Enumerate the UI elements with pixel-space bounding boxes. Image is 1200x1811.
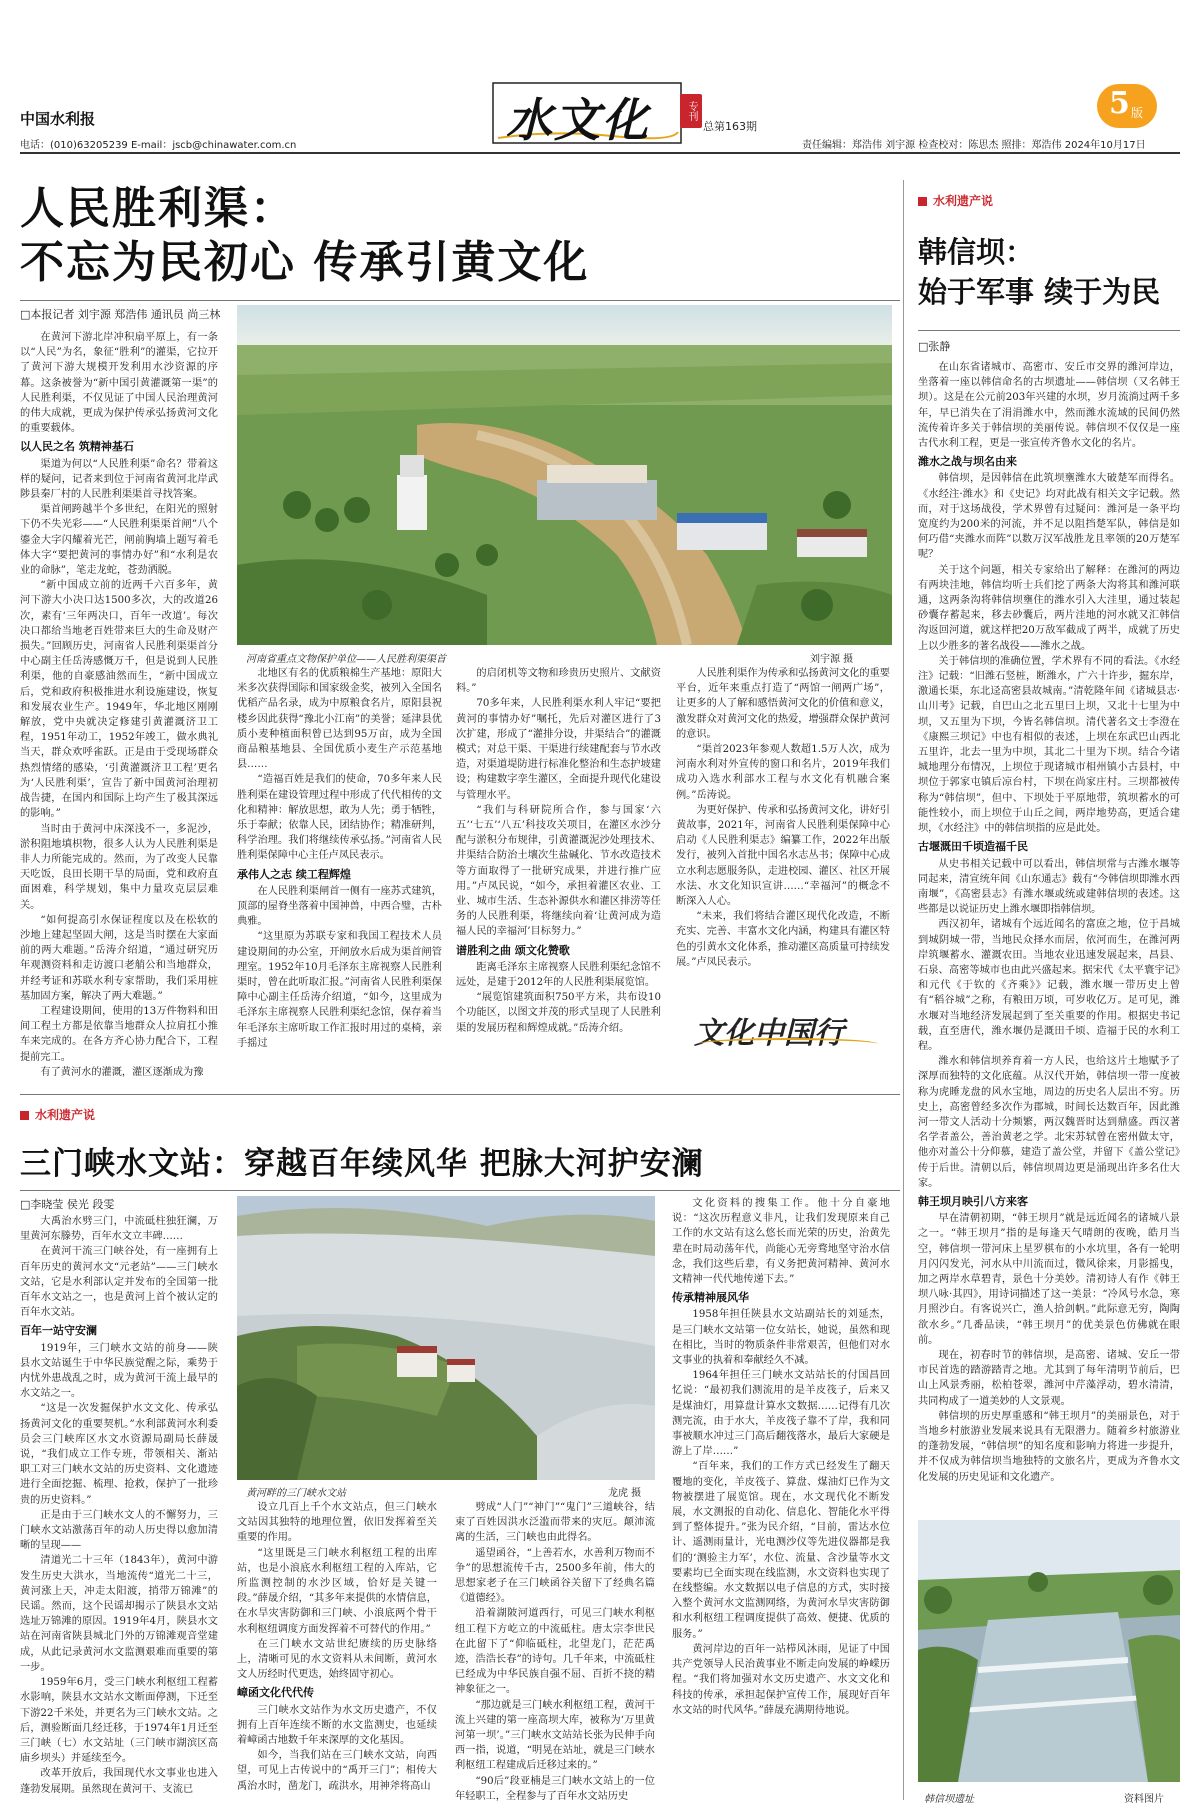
article2-paragraph: “这里既是三门峡水利枢纽工程的出库站，也是小浪底水利枢纽工程的入库站，它所监测控制的水沙区域，恰好是关键一段。”薛晟介绍，“其多年来提供的水情信息，在水旱灾害防御和三门峡、小浪底两个骨干水利枢纽调度方面发挥着不可替代的作用。” [237, 1547, 437, 1635]
special-issue-seal: 专刊 [680, 94, 702, 128]
article3-photo-credit: 资料图片 [1124, 1794, 1164, 1805]
article1-photo-caption: 河南省重点文物保护单位——人民胜利渠渠首 [246, 654, 446, 665]
article2-paragraph: 沿着湖陂河道西行，可见三门峡水利枢纽工程下方屹立的中流砥柱。唐太宗李世民在此留下了“仰临砥柱，北望龙门，茫茫禹迹，浩浩长春”的诗句。几千年来，中流砥柱已经成为中华民族自强不屈、百折不挠的精神象征之一。 [455, 1608, 655, 1696]
article1-byline: □本报记者 刘宇源 郑浩伟 通讯员 尚三林 [20, 308, 221, 321]
article1-paragraph: 渠首闸跨越半个多世纪，在阳光的照射下仍不失光彩——“人民胜利渠渠首闸”八个鎏金大字闪耀着光芒，闸前胸墙上题写着毛体大字“要把黄河的事情办好”和“水利是农业的命脉”，笔走龙蛇，苍劲洒脱。 [20, 504, 218, 577]
editor-credits: 责任编辑：郑浩伟 刘宇源 检查校对：陈思杰 照排：郑浩伟 2024年10月17日 [802, 140, 1146, 151]
article3-title-line1: 韩信坝： [918, 235, 1035, 269]
article3-rule [918, 330, 1180, 331]
article1-rule [20, 300, 900, 301]
paper-name: 中国水利报 [20, 110, 96, 128]
article2-photo-credit: 龙虎 摄 [608, 1488, 642, 1499]
culture-mark-text: 文化中国行 [694, 1016, 844, 1051]
article2-paragraph: 黄河岸边的百年一站栉风沐雨，见证了中国共产党领导人民治黄事业不断走向发展的峥嵘历程。“我们将加强对水文历史遗产、水文文化和科技的传承，承担起保护宣传工作，展现好百年水文站的时代风华。”薛晟充满期待地说。 [672, 1643, 890, 1716]
article1-column-2 [237, 666, 442, 1112]
article1-paragraph: 有了黄河水的灌溉，灌区逐渐成为豫 [40, 1066, 204, 1078]
article2-paragraph: 清道光二十三年（1843年），黄河中游发生历史大洪水，当地流传“道光二十三，黄河涨上天，冲走太阳渡，捎带万锦滩”的民谣。然而，这个民谣却揭示了陕县水文站选址万锦滩的原因。1919年4月，陕县水文站在河南省陕县城北门外的万锦滩观音堂建成，从此记录黄河水文监测艰难而重要的第一步。 [20, 1555, 218, 1673]
article2-paragraph: 1958年担任陕县水文站副站长的刘延杰，是三门峡水文站第一位女站长，她说，虽然和现在相比，当时的物质条件非常艰苦，但他们对水文事业的执着和奉献经久不减。 [672, 1309, 890, 1367]
culture-mark-swoosh [698, 1038, 878, 1050]
article3-paragraph: 韩信坝的历史厚重感和“韩王坝月”的美丽景色，对于当地乡村旅游业发展来说具有无限潜力。随着乡村旅游业的蓬勃发展，“韩信坝”的知名度和影响力将进一步提升，并不仅成为韩信坝当地独特的文旅名片，更成为齐鲁水文化发展的历史见证和文化遗产。 [918, 1410, 1180, 1483]
page-unit: 版 [1131, 106, 1144, 120]
article2-top-rule [20, 1094, 900, 1095]
article2-paragraph: 劈成“人门”“神门”“鬼门”三道峡谷，结束了百姓因洪水泛滥而带来的灾厄。颠沛流离的生活，三门峡也由此得名。 [455, 1502, 655, 1544]
article1-paragraph: “造福百姓是我们的使命，70多年来人民胜利渠在建设管理过程中形成了代代相传的文化和精神：解放思想，敢为人先；勇于牺牲，乐于奉献；依靠人民，团结协作；精准研判，科学治理。我们将继续传承弘扬。”河南省人民胜利渠保障中心主任卢凤民表示。 [237, 774, 442, 862]
article3-subheading: 古堰溉田千顷造福千民 [918, 840, 1028, 854]
article2-paragraph: 如今，当我们站在三门峡水文站，向西望，可见上古传说中的“禹开三门”；相传大禹治水时，凿龙门，疏洪水，用神斧将高山 [237, 1750, 437, 1792]
article1-title-line1: 人民胜利渠： [20, 183, 296, 234]
article3-byline: □张静 [918, 340, 951, 353]
article3-section-tag [918, 192, 993, 209]
article1-subheading: 谱胜利之曲 颂文化赞歌 [456, 943, 570, 957]
article3-subheading: 潍水之战与坝名由来 [918, 455, 1017, 469]
article1-paragraph: “展览馆建筑面积750平方米，共布设10个功能区，以图文并茂的形式呈现了人民胜利渠的发展历程和辉煌成就。”岳涛介绍。 [456, 992, 661, 1034]
article3-paragraph: 在山东省诸城市、高密市、安丘市交界的潍河岸边，坐落着一座以韩信命名的古坝遗址——韩信坝（又名韩王坝）。这是在公元前203年兴建的水坝，岁月流淌过两千多年，早已消失在了涓涓潍水中，然而潍水流域的民间仍然流传着许多关于韩信坝的美丽传说。韩信坝不仅仅是一座古代水利工程，更是一张宣传齐鲁水文化的名片。 [918, 362, 1180, 450]
article1-paragraph: 人民胜利渠作为传承和弘扬黄河文化的重要平台，近年来重点打造了“两馆一闸两广场”，让更多的人了解和感悟黄河文化的价值和意义，激发群众对黄河文化的热爱，增强群众保护黄河的意识。 [676, 668, 890, 740]
article1-paragraph: 在黄河下游北岸冲积扇平原上，有一条以“人民”为名，象征“胜利”的灌渠，它拉开了黄河下游大规模开发利用水沙资源的序幕。这条被誉为“新中国引黄灌溉第一渠”的人民胜利渠，不仅见证了中国人民治理黄河的伟大成就，更成为保护传承弘扬黄河文化的重要载体。 [20, 332, 218, 435]
article2-paragraph: 1964年担任三门峡水文站站长的付国昌回忆说：“最初我们测流用的是羊皮筏子，后来又是煤油灯，用算盘计算水文数据……记得有几次测完流，由于水大，羊皮筏子靠不了岸，我和同事被顺水冲过三门高后翻筏落水，最后大家硬是游上了岸……” [672, 1370, 890, 1458]
article2-paragraph: 1919年，三门峡水文站的前身——陕县水文站诞生于中华民族觉醒之际，乘势于内忧外患战乱之时，成为黄河干流上最早的水文站之一。 [20, 1342, 218, 1400]
article1-paragraph: 为更好保护、传承和弘扬黄河文化，讲好引黄故事，2021年，河南省人民胜利渠保障中心启动《人民胜利渠志》编纂工作，2022年出版发行，被列入首批中国名水志丛书；保障中心成立水利志愿服务队，走进校园、灌区、社区开展水法、水文化知识宣讲……“幸福河”的概念不断深入人心。 [676, 804, 890, 908]
article1-paragraph: 北地区有名的优质粮棉生产基地：原阳大米多次获得国际和国家级金奖，被列入全国名优稻产品名录，成为中原粮食名片，原阳县祝楼乡因此获得“豫北小江南”的美誉；延津县优质小麦种植面积曾已达到95万亩，成为全国商品粮基地县、全国优质小麦生产示范基地县…… [237, 668, 442, 771]
article2-paragraph: 文化资料的搜集工作。他十分自豪地说：“这次历程意义非凡，让我们发现原来自己工作的水文站有这么悠长而光荣的历史，治黄先辈在时局动荡年代，尚能心无旁骛地坚守治水信念，我们这些后辈，有义务把黄河精神、黄河水文精神一代代地传递下去。” [672, 1198, 890, 1286]
article2-photo-caption: 黄河畔的三门峡水文站 [246, 1488, 346, 1499]
article2-paragraph: “90后”段亚楠是三门峡水文站上的一位年轻职工，全程参与了百年水文站历史 [455, 1775, 655, 1802]
article3-photo-caption: 韩信坝遗址 [924, 1794, 974, 1805]
article2-paragraph: “百年来，我们的工作方式已经发生了翻天覆地的变化，羊皮筏子、算盘、煤油灯已作为文物被摆进了展览馆。现在，水文现代化不断发展，水文测报的自动化、信息化、智能化水平得到了整体提升。”张为民介绍，“目前，雷达水位计、遥测雨量计，光电测沙仪等先进仪器都是我们的‘测验主力军’，水位、流量、含沙量等水文要素均已全面实现在线监测，水文资料也实现了在线整编。水文数据以电子信息的方式，实时接入整个黄河水文监测网络，为黄河水旱灾害防御和水利枢纽工程调度提供了高效、便捷、优质的服务。” [672, 1461, 890, 1640]
article3-paragraph: 关于这个问题，相关专家给出了解释：在潍河的两边有两块洼地，韩信均听士兵们挖了两条大沟将其和潍河联通，这两条沟将韩信坝壅住的潍水引入大洼里，通过装起砂囊存蓄起来，移去砂囊后，两片洼地的河水就又汇韩信沟返回河道，就这样把20万敌军截成了两半，成就了历史上以少胜多的著名战役——潍水之战。 [918, 564, 1180, 652]
article3-title-line2: 始于军事 续于为民 [918, 275, 1161, 309]
article2-subheading: 嶂函文化代代传 [237, 1686, 314, 1700]
article2-section-label: 水利遗产说 [35, 1108, 96, 1122]
section-dot-icon [20, 1111, 29, 1120]
article2-paragraph: 大禹治水劈三门，中流砥柱独狂澜，万里黄河东滕势，百年水文立丰碑…… [20, 1216, 218, 1243]
article1-column-1 [20, 330, 218, 1112]
article3-column [918, 360, 1180, 1512]
article1-paragraph: 在人民胜利渠闸首一侧有一座苏式建筑，顶部的屋脊坐落着中国神兽，中西合璧，古朴典雅。 [237, 885, 442, 928]
article1-paragraph: “我们与科研院所合作，参与国家‘六五’‘七五’‘八五’科技攻关项目，在灌区水沙分配与淤积分布规律，引黄灌溉泥沙处理技术、井渠结合防治土壤次生盐碱化、节水改造技术等方面取得了一批研究成果，并进行推广应用。”卢凤民说，“如今，承担着灌区农业、工业、城市生活、生态补源供水和灌区排涝等任务的人民胜利渠，将继续向着‘让黄河成为造福人民的幸福河’目标努力。” [456, 804, 661, 938]
article1-column-4 [676, 666, 890, 996]
article2-column-4 [672, 1196, 890, 1804]
article1-paragraph: “渠首2023年参观人数超1.5万人次，成为河南水利对外宣传的窗口和名片，2019年我们成功入选水利部水工程与水文化有机融合案例。”岳涛说。 [676, 744, 890, 801]
article3-section-label: 水利遗产说 [933, 194, 994, 208]
article1-photo [237, 305, 892, 645]
article1-paragraph: 距离毛泽东主席视察人民胜利渠纪念馆不远处，是建于2012年的人民胜利渠展览馆。 [456, 961, 661, 989]
contact-info: 电话：(010)63205239 E-mail：jscb@chinawater.com.cn [20, 140, 297, 151]
article1-subheading: 以人民之名 筑精神基石 [20, 440, 134, 454]
article2-paragraph: 改革开放后，我国现代水文事业也进入蓬勃发展期。虽然现在黄河干、支流已 [20, 1768, 218, 1795]
hydrological-station-illustration [237, 1196, 655, 1480]
article1-paragraph: “未来，我们将结合灌区现代化改造，不断充实、完善、丰富水文化内涵，构建具有灌区特色的引黄水文化体系，推动灌区高质量可持续发展。”卢凤民表示。 [676, 911, 890, 968]
article1-column-3 [456, 666, 661, 1112]
article2-paragraph: 三门峡水文站作为水文历史遗产，不仅拥有上百年连续不断的水文监测史，也延续着嶂函古地数千年来深厚的文化基因。 [237, 1704, 437, 1747]
article3-paragraph: 早在清朝初期，“韩王坝月”就是远近闻名的诸城八景之一。“韩王坝月”指的是每逢天气晴朗的夜晚，皓月当空，韩信坝一带河床上星罗棋布的小水坑里，各有一轮明月闪闪发光，河水从中川流而过，微风徐来，月影摇曳，加之两岸水草碧青，景色十分美妙。清初诗人有作《韩王坝八咏·其四》，用诗词描述了这一美景：“冷风号水急，寒月照沙白。有客说兴亡，渔人拾剑帆。”此际意无穷，陶陶欲水乡。”几番品读，“韩王坝月”的优美景色仿佛就在眼前。 [918, 1213, 1180, 1346]
article2-subheading: 百年一站守安澜 [20, 1324, 97, 1338]
column-divider [903, 180, 904, 1800]
article2-column-2 [237, 1500, 437, 1804]
article1-paragraph: 当时由于黄河中床深浅不一，多泥沙，淤积阻地填枳物，很多人认为人民胜利渠是非人力所能完成的。然而，为了改变人民靠天吃饭，良田长期干旱的局面，党和政府直面困难，科学规划，集中力量攻克层层难关。 [20, 823, 218, 911]
article2-byline: □李晓莹 侯光 段雯 [20, 1198, 115, 1211]
article1-paragraph: “新中国成立前的近两千六百多年，黄河下游大小决口达1500多次，大的改道26次，素有‘三年两决口，百年一改道’。每次决口都给当地老百姓带来巨大的生命及财产损失。”回顾历史，河南省人民胜利渠渠首分中心副主任岳涛感慨万千，但是说到人民胜利渠，他的自豪感油然而生，“新中国成立后，党和政府积极推进水利设施建设，恢复和发展农业生产。1949年，华北地区刚刚解放，党中央就决定修建引黄灌溉济卫工程，1951年动工，1952年竣工，做水典礼当天，群众欢呼雀跃。正是由于受现场群众热烈情绪的感染，‘引黄灌溉济卫工程’更名为‘人民胜利渠’，宣告了新中国黄河治理初战告捷，在国内和国际上均产生了极其深远的影响。” [20, 580, 218, 820]
article1-paragraph: 70多年来，人民胜利渠水利人牢记“要把黄河的事情办好”嘱托，先后对灌区进行了3次扩建，形成了“灌排分设，井渠结合”的灌溉模式；对总干渠、干渠进行续建配套与节水改造，对渠道堤防进行标准化整治和生态护坡建设；构建数字孪生灌区，全面提升现代化建设与管理水平。 [456, 698, 661, 801]
article2-column-3 [455, 1500, 655, 1804]
page-number: 5 [1109, 86, 1130, 121]
article2-paragraph: 设立几百上千个水文站点，但三门峡水文站因其独特的地理位置，依旧发挥着至关重要的作用。 [237, 1502, 437, 1544]
article3-headline [918, 232, 1160, 312]
article2-subheading: 传承精神展风华 [672, 1291, 749, 1305]
article1-headline [20, 182, 589, 290]
article3-paragraph: 潍水和韩信坝养育着一方人民，也给这片土地赋予了深厚而独特的文化底蕴。从汉代开始，韩信坝一带一度被称为虎睡龙盘的风水宝地，周边的历史名人层出不穷。历史上，高密曾经多次作为郡城，时间长达数百年，因此潍河一带文人活动十分频繁，两汉魏晋时达到鼎盛。西汉著名学者盖公，善治黄老之学。北宋苏轼曾在密州做太守，他亦对盖公十分仰慕，建造了盖公堂，并留下《盖公堂记》传于后世。清朝以后，韩信坝周边更是涌现出许多名仕大家。 [918, 1056, 1180, 1189]
article2-paragraph: “这是一次发掘保护水文文化、传承弘扬黄河文化的重要契机。”水利部黄河水利委员会三门峡库区水文水资源局副局长薛晟说，“我们成立工作专班，带领相关、渐站职工对三门峡水文站的历史资料、文化遗迹进行全面挖掘、梳理、抢救，保护了一批珍贵的历史资料。” [20, 1403, 218, 1506]
article3-paragraph: 从史书相关记载中可以看出，韩信坝常与古潍水堰等同起来，清宣统年间《山东通志》载有“今韩信坝即潍水西南堰”，《高密县志》有潍水堰或统或建韩信坝的表述。这些都是以说证历史上潍水堰即指韩信坝。 [918, 858, 1180, 916]
article3-paragraph: 西汉初年，诸城有个远近闻名的富庶之地，位于昌城到城阴城一带，当地民众择水而居，依河而生，在潍河两岸筑堰蓄水、灌溉农田。当地农业迅速发展起来，昌县、石泉、高密等城市也由此兴盛起来。据宋代《太平寰宇记》和元代《于钦的《齐乘》》记载，潍水堰一带历史上曾有“稻谷城”之称，有粮田万顷，可岁收亿万。足可见，潍水堰对当地经济发展起到了至关重要的作用。根据史书记载，直至唐代，潍水堰仍是溉田千顷、造福于民的水利工程。 [918, 919, 1180, 1052]
article1-photo-credit: 刘宇源 摄 [810, 654, 854, 665]
article2-paragraph: 在三门峡水文站世纪赓续的历史脉络上，清晰可见的水文资料从未间断，黄河水文人历经时代更迭，始终固守初心。 [237, 1638, 437, 1681]
article3-paragraph: 韩信坝，是因韩信在此筑坝壅潍水大破楚军而得名。《水经注·潍水》和《史记》均对此战有相关文字记载。然而，对于这场战役，学术界曾有过疑问：潍河是一条平均宽度约为200米的河流，并不足以阻挡楚军队，韩信是如何巧借“夹潍水而阵”以数万汉军战胜龙且率领的20万楚军呢？ [918, 473, 1180, 561]
article1-subheading: 承伟人之志 续工程辉煌 [237, 867, 351, 881]
article2-title-rule [20, 1190, 900, 1191]
article2-paragraph: 正是由于三门峡水文人的不懈努力，三门峡水文站激荡百年的动人历史得以愈加清晰的呈现—— [20, 1509, 218, 1552]
article2-photo [237, 1196, 655, 1480]
article1-paragraph: 渠道为何以“人民胜利渠”命名？带着这样的疑问，记者来到位于河南省黄河北岸武陟县秦厂村的人民胜利渠渠首寻找答案。 [20, 458, 218, 501]
article2-paragraph: 遥望函谷，“上善若水，水善利万物而不争”的思想流传千古，2500多年前，伟大的思想家老子在三门峡函谷关留下了经典名篇《道德经》。 [455, 1547, 655, 1605]
canal-headworks-illustration [237, 305, 892, 645]
article2-paragraph: 在黄河干流三门峡谷处，有一座拥有上百年历史的黄河水文“元老站”——三门峡水文站，它是水利部认定并发布的全国第一批百年水文站之一，也是黄河上首个被认定的百年水文站。 [20, 1246, 218, 1319]
page-number-badge [1097, 84, 1157, 128]
masthead-rule [20, 152, 1180, 154]
article2-paragraph: 1959年6月，受三门峡水利枢纽工程蓄水影响，陕县水文站水文断面停测，下迁至下游22千米处，并更名为三门峡水文站。之后，测验断面几经迁移，于1974年1月迁至三门峡（七）水文站址（三门峡市湖滨区高庙乡坝头）并延续至今。 [20, 1677, 218, 1765]
han-xin-dam-illustration [918, 1520, 1180, 1782]
article2-paragraph: “那边就是三门峡水利枢纽工程，黄河干流上兴建的第一座高坝大库，被称为‘万里黄河第一坝’。”三门峡水文站站长张为民伸手向西一指，说道，“明晃在站址，就是三门峡水利枢纽工程建成后迁移过来的。” [455, 1699, 655, 1772]
article3-subheading: 韩王坝月映引八方来客 [918, 1194, 1028, 1208]
culture-china-tour-mark [694, 1004, 890, 1052]
article2-section-tag [20, 1106, 95, 1123]
article2-headline: 三门峡水文站：穿越百年续风华 把脉大河护安澜 [20, 1146, 704, 1182]
article1-title-line2: 不忘为民初心 传承引黄文化 [20, 237, 590, 288]
article1-paragraph: 的启闭机等文物和珍贵历史照片、文献资料。” [456, 668, 661, 695]
article1-paragraph: “如何提高引水保证程度以及在松软的沙地上建起坚固大闸，这是当时摆在大家面前的两大难题。”岳涛介绍道，“通过研究历年观测资料和走访渡口老艄公和当地群众，并经考证和苏联水利专家帮助，我们采用桩基加固方案，解决了两大难题。” [20, 914, 218, 1002]
article1-paragraph: 工程建设期间，使用的13万件物料和田间工程土方都是依靠当地群众人拉肩扛小推车来完成的。在各方齐心协力配合下，工程提前完工。 [20, 1005, 218, 1063]
article2-column-1 [20, 1214, 218, 1804]
article3-photo [918, 1520, 1180, 1782]
section-dot-icon [918, 197, 927, 206]
issue-number: 总第163期 [703, 120, 757, 133]
logo-text: 水文化 [506, 93, 650, 147]
article3-paragraph: 现在，初春时节的韩信坝，是高密、诸城、安丘一带市民首选的踏游踏青之地。尤其到了每年清明节前后，巴山上风景秀丽，松柏苍翠，潍河中芹藻浮动，碧水清清，共同构成了一道美妙的人文景观。 [918, 1350, 1180, 1407]
article3-paragraph: 关于韩信坝的准确位置，学术界有不同的看法。《水经注》记载：“旧潍石竖桩，断潍水，广六十许步，掘东岸，激通长渠，东北迳高密县故城南。”清乾隆年间《诸城县志·山川考》记载，自巴山之北五里曰上坝，又北十七里为中坝，又五里为下坝，今皆名韩信坝。清代著名文士李澄在《康熙三坝记》中也有相似的表述，上坝在东武巴山西北五里许，北去一里为中坝，其北二十里为下坝。结合今诸城地理分布情况，上坝位于现诸城市相州镇小古县村，中坝位于郭家屯镇后凉台村，下坝在尚家庄村。三坝都被传称为“韩信坝”，但中、下坝处于平原地带，筑坝蓄水的可能性较小，而上坝位于山丘之间，两岸地势高，更适合建坝，《水经注》中的韩信坝指的应是此处。 [918, 655, 1180, 835]
section-logo [492, 82, 692, 147]
article1-paragraph: “这里原为苏联专家和我国工程技术人员建设期间的办公室，开闸放水后成为渠首闸管理室。1952年10月毛泽东主席视察人民胜利渠时，曾在此听取汇报。”河南省人民胜利渠保障中心副主任岳涛介绍道，“如今，这里成为毛泽东主席视察人民胜利渠纪念馆，保存着当年毛泽东主席听取工作汇报时用过的桌椅，亲手摇过 [237, 931, 442, 1049]
